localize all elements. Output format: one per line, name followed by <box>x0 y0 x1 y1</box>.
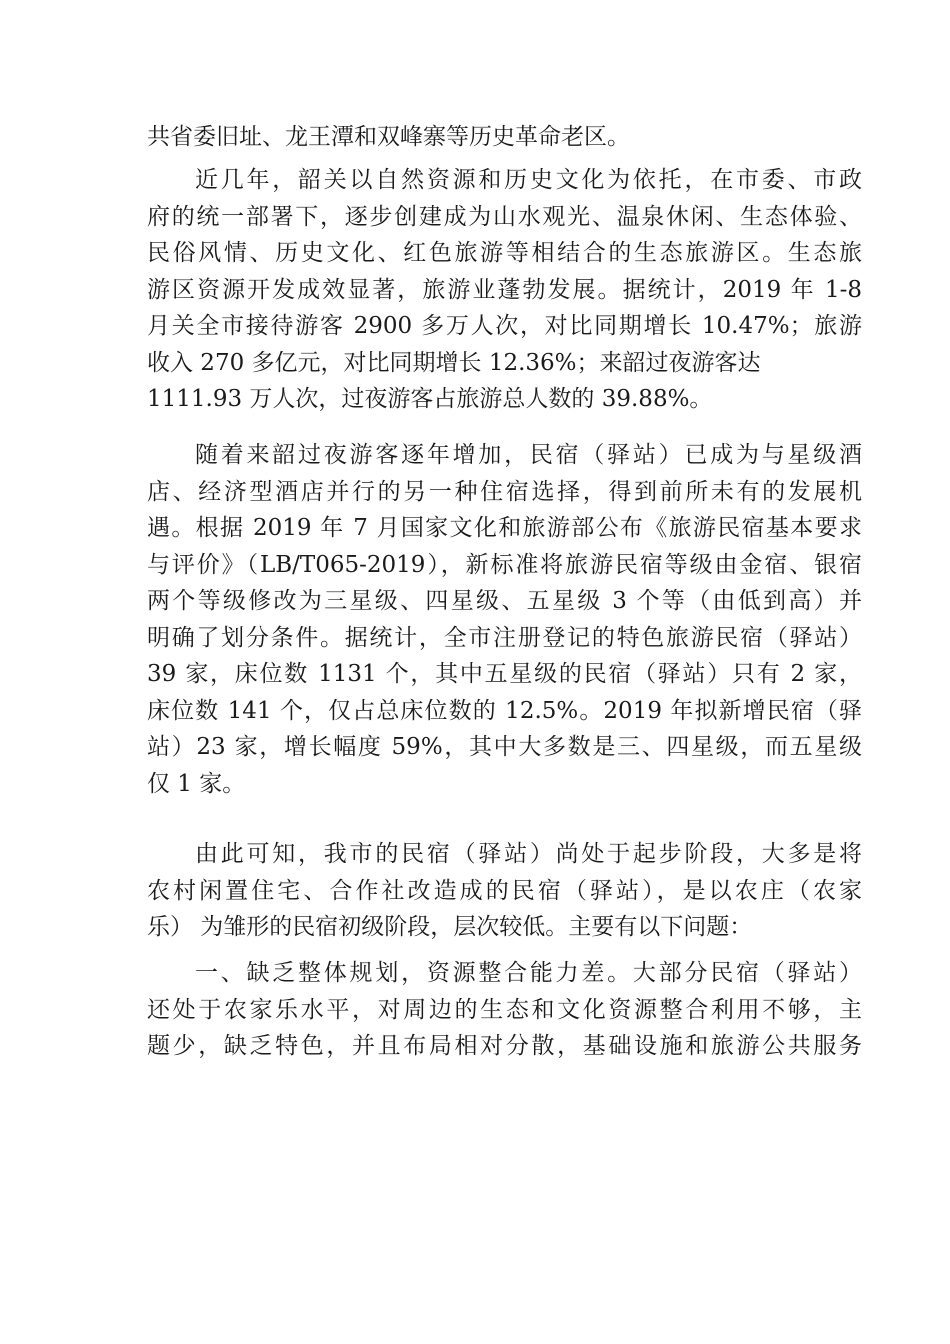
text-line: 遇。根据 2019 年 7 月国家文化和旅游部公布《旅游民宿基本要求 <box>147 515 862 541</box>
paragraph-homestay-standards <box>147 437 862 802</box>
text-line: 明确了划分条件。据统计，全市注册登记的特色旅游民宿（驿站） <box>147 624 862 651</box>
text-line: 店、经济型酒店并行的另一种住宿选择，得到前所未有的发展机 <box>147 478 862 505</box>
text-line: 共省委旧址、龙王潭和双峰寨等历史革命老区。 <box>147 124 630 150</box>
text-line: 与评价》（LB/T065-2019），新标准将旅游民宿等级由金宿、银宿 <box>147 551 862 578</box>
paragraph-continuation <box>147 119 862 156</box>
text-line: 还处于农家乐水平，对周边的生态和文化资源整合利用不够，主 <box>147 996 862 1023</box>
text-line: 由此可知，我市的民宿（驿站）尚处于起步阶段，大多是将 <box>195 841 862 867</box>
text-line: 床位数 141 个，仅占总床位数的 12.5%。2019 年拟新增民宿（驿 <box>147 697 862 724</box>
text-line: 民俗风情、历史文化、红色旅游等相结合的生态旅游区。生态旅 <box>147 240 862 266</box>
text-line: 府的统一部署下，逐步创建成为山水观光、温泉休闲、生态体验、 <box>147 203 862 230</box>
text-line: 两个等级修改为三星级、四星级、五星级 3 个等（由低到高）并 <box>147 588 862 614</box>
paragraph-problem-one <box>147 955 862 1065</box>
paragraph-tourism-stats <box>147 162 862 418</box>
text-line: 月关全市接待游客 2900 多万人次，对比同期增长 10.47%；旅游 <box>147 313 862 339</box>
text-line: 农村闲置住宅、合作社改造成的民宿（驿站），是以农庄（农家 <box>147 877 862 904</box>
text-line: 39 家，床位数 1131 个，其中五星级的民宿（驿站）只有 2 家， <box>147 661 862 687</box>
text-line: 题少，缺乏特色，并且布局相对分散，基础设施和旅游公共服务 <box>147 1033 862 1059</box>
text-line: 收入 270 多亿元，对比同期增长 12.36%；来韶过夜游客达 <box>147 349 761 376</box>
text-line: 近几年，韶关以自然资源和历史文化为依托，在市委、市政 <box>195 167 862 193</box>
text-line: 1111.93 万人次，过夜游客占旅游总人数的 39.88%。 <box>147 386 713 412</box>
paragraph-conclusion <box>147 836 862 946</box>
text-line: 游区资源开发成效显著，旅游业蓬勃发展。据统计，2019 年 1-8 <box>147 276 862 303</box>
text-line: 站）23 家，增长幅度 59%，其中大多数是三、四星级，而五星级 <box>147 734 862 760</box>
text-line: 随着来韶过夜游客逐年增加，民宿（驿站）已成为与星级酒 <box>195 442 862 468</box>
text-line: 一、缺乏整体规划，资源整合能力差。大部分民宿（驿站） <box>195 960 862 986</box>
text-line: 乐） 为雏形的民宿初级阶段，层次较低。主要有以下问题： <box>147 914 753 940</box>
text-line: 仅 1 家。 <box>147 770 246 797</box>
